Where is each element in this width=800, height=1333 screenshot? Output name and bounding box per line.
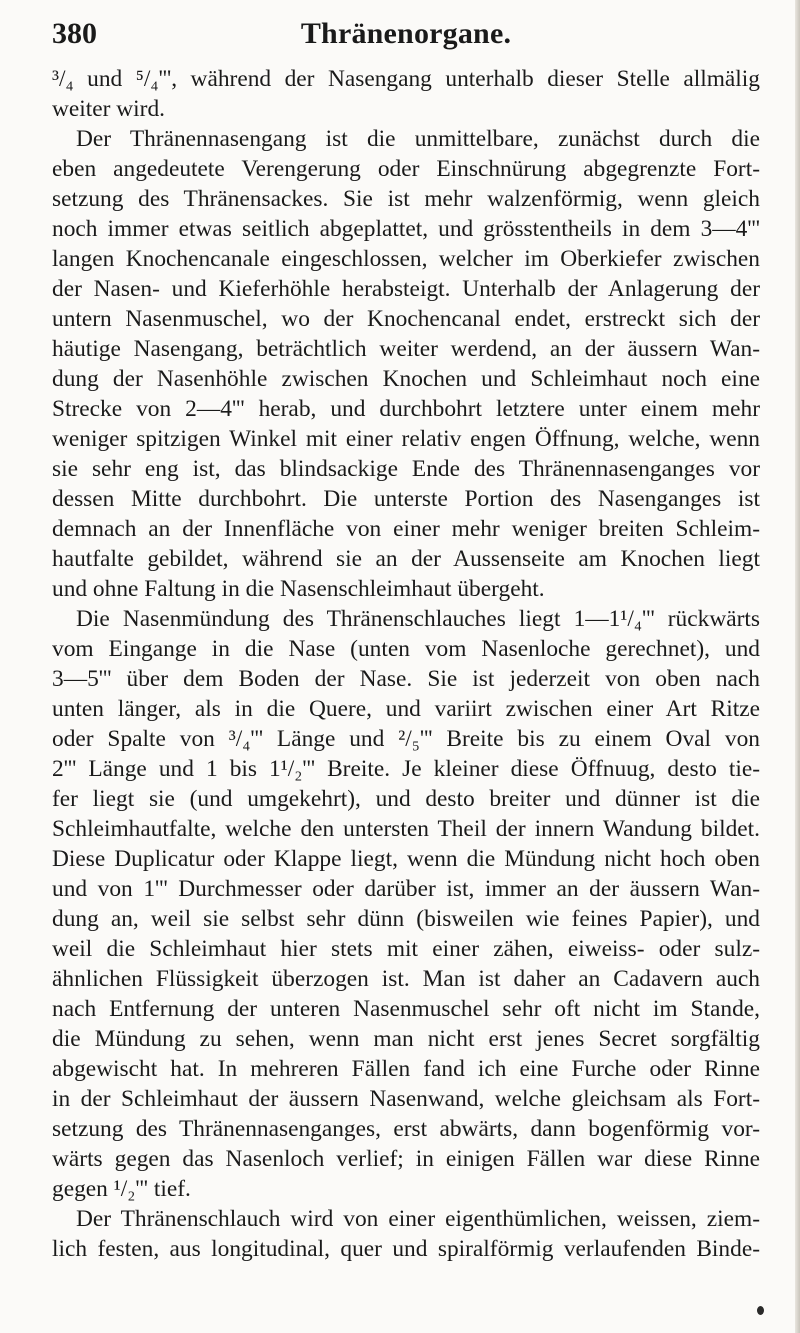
text-line: sie sehr eng ist, das blindsackige Ende des Thränennasenganges vor (52, 456, 760, 482)
text-line: 2''' Länge und 1 bis 1¹/₂''' Breite. Je kleiner diese Öffnuug, desto tie- (52, 756, 760, 782)
text-line: vom Eingange in die Nase (unten vom Nasenloche gerechnet), und (52, 636, 760, 662)
text-line: setzung des Thränensackes. Sie ist mehr walzenförmig, wenn gleich (52, 186, 760, 212)
ink-dot (757, 1306, 764, 1315)
page-edge-shadow (795, 0, 800, 1333)
text-line: Der Thränennasengang ist die unmittelbare, zunächst durch die (76, 126, 760, 152)
text-line: Schleimhautfalte, welche den untersten Theil der innern Wandung bildet. (52, 816, 760, 842)
body-text (52, 64, 760, 1264)
text-line: Strecke von 2—4''' herab, und durchbohrt letztere unter einem mehr (52, 396, 760, 422)
text-line: häutige Nasengang, beträchtlich weiter werdend, an der äussern Wan- (52, 336, 760, 362)
text-line: Der Thränenschlauch wird von einer eigenthümlichen, weissen, ziem- (76, 1206, 760, 1232)
text-line: noch immer etwas seitlich abgeplattet, und grösstentheils in dem 3—4''' (52, 216, 760, 242)
page-number: 380 (52, 17, 97, 50)
text-line: Die Nasenmündung des Thränenschlauches liegt 1—1¹/₄''' rückwärts (76, 606, 760, 632)
text-line: ³/₄ und ⁵/₄''', während der Nasengang unterhalb dieser Stelle allmälig (52, 66, 760, 92)
text-line: demnach an der Innenfläche von einer mehr weniger breiten Schleim- (52, 516, 760, 542)
text-line: abgewischt hat. In mehreren Fällen fand ich eine Furche oder Rinne (52, 1056, 760, 1082)
text-line: weil die Schleimhaut hier stets mit einer zähen, eiweiss- oder sulz- (52, 936, 760, 962)
text-line: unten länger, als in die Quere, und variirt zwischen einer Art Ritze (52, 696, 760, 722)
running-head: Thränenorgane. (300, 17, 512, 50)
text-line: und ohne Faltung in die Nasenschleimhaut übergeht. (52, 576, 545, 602)
text-line: gegen ¹/₂''' tief. (52, 1176, 191, 1202)
text-line: oder Spalte von ³/₄''' Länge und ²/₅''' Breite bis zu einem Oval von (52, 726, 760, 752)
text-line: der Nasen- und Kieferhöhle herabsteigt. Unterhalb der Anlagerung der (52, 276, 760, 302)
text-line: setzung des Thränennasenganges, erst abwärts, dann bogenförmig vor- (52, 1116, 760, 1142)
text-line: 3—5''' über dem Boden der Nase. Sie ist jederzeit von oben nach (52, 666, 760, 692)
text-line: dung der Nasenhöhle zwischen Knochen und Schleimhaut noch eine (52, 366, 760, 392)
text-line: Diese Duplicatur oder Klappe liegt, wenn die Mündung nicht hoch oben (52, 846, 760, 872)
text-line: weniger spitzigen Winkel mit einer relativ engen Öffnung, welche, wenn (52, 426, 760, 452)
page-header (52, 14, 760, 54)
text-line: die Mündung zu sehen, wenn man nicht erst jenes Secret sorgfältig (52, 1026, 760, 1052)
text-line: fer liegt sie (und umgekehrt), und desto breiter und dünner ist die (52, 786, 760, 812)
text-line: dessen Mitte durchbohrt. Die unterste Portion des Nasenganges ist (52, 486, 760, 512)
text-line: eben angedeutete Verengerung oder Einschnürung abgegrenzte Fort- (52, 156, 760, 182)
text-line: untern Nasenmuschel, wo der Knochencanal endet, erstreckt sich der (52, 306, 760, 332)
text-line: hautfalte gebildet, während sie an der Aussenseite am Knochen liegt (52, 546, 760, 572)
text-line: in der Schleimhaut der äussern Nasenwand, welche gleichsam als Fort- (52, 1086, 760, 1112)
text-line: wärts gegen das Nasenloch verlief; in einigen Fällen war diese Rinne (52, 1146, 760, 1172)
text-line: langen Knochencanale eingeschlossen, welcher im Oberkiefer zwischen (52, 246, 760, 272)
text-line: lich festen, aus longitudinal, quer und spiralförmig verlaufenden Binde- (52, 1236, 760, 1262)
text-line: weiter wird. (52, 96, 166, 122)
text-line: ähnlichen Flüssigkeit überzogen ist. Man ist daher an Cadavern auch (52, 966, 760, 992)
text-line: nach Entfernung der unteren Nasenmuschel sehr oft nicht im Stande, (52, 996, 760, 1022)
text-line: dung an, weil sie selbst sehr dünn (bisweilen wie feines Papier), und (52, 906, 760, 932)
text-line: und von 1''' Durchmesser oder darüber ist, immer an der äussern Wan- (52, 876, 760, 902)
